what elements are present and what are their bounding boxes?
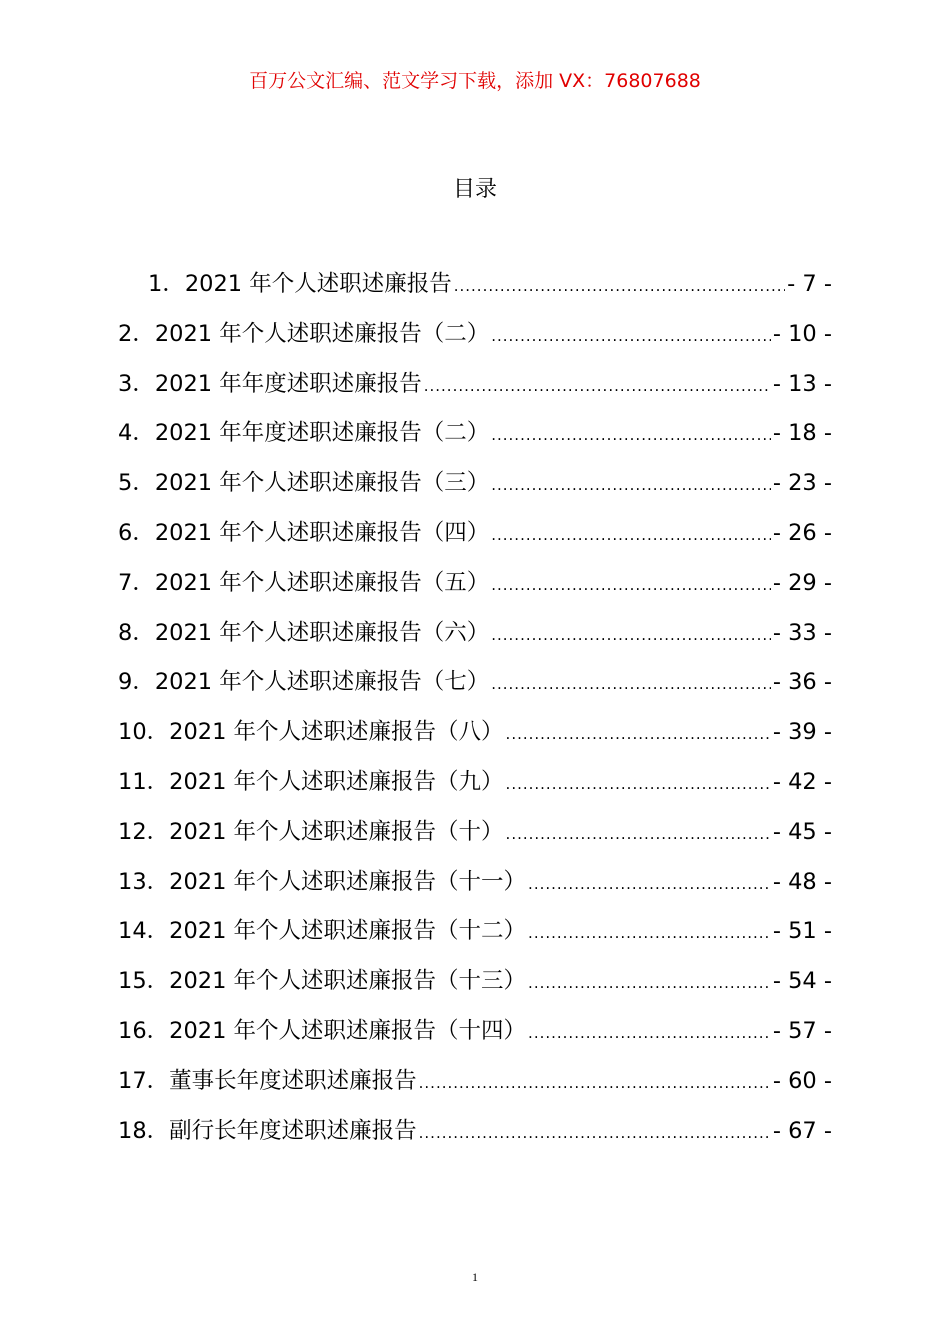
toc-entry-page: - 42 - <box>772 768 832 795</box>
toc-entry-title: 12．2021 年个人述职述廉报告（十） <box>118 818 504 845</box>
toc-entry[interactable] <box>118 316 832 366</box>
toc-entry[interactable] <box>118 266 832 316</box>
toc-entry[interactable] <box>118 415 832 465</box>
table-of-contents <box>118 266 832 1162</box>
toc-entry-page: - 36 - <box>772 669 832 696</box>
toc-leader-dots <box>419 1124 771 1142</box>
toc-entry-title: 3．2021 年年度述职述廉报告 <box>118 370 422 397</box>
toc-entry[interactable] <box>118 1063 832 1113</box>
toc-entry-title: 2．2021 年个人述职述廉报告（二） <box>118 320 490 347</box>
toc-entry-title: 11．2021 年个人述职述廉报告（九） <box>118 768 504 795</box>
toc-entry-page: - 13 - <box>772 370 832 397</box>
page-number: 1 <box>472 1270 478 1284</box>
toc-entry-page: - 7 - <box>787 271 832 297</box>
toc-entry-title: 15．2021 年个人述职述廉报告（十三） <box>118 968 527 995</box>
toc-leader-dots <box>454 277 785 295</box>
toc-entry[interactable] <box>118 764 832 814</box>
toc-entry-title: 18．副行长年度述职述廉报告 <box>118 1117 417 1144</box>
toc-entry[interactable] <box>118 664 832 714</box>
toc-leader-dots <box>528 1024 771 1042</box>
toc-entry[interactable] <box>118 1013 832 1063</box>
toc-entry-title: 9．2021 年个人述职述廉报告（七） <box>118 669 490 696</box>
toc-entry-page: - 18 - <box>772 420 832 447</box>
toc-entry[interactable] <box>118 864 832 914</box>
toc-entry[interactable] <box>118 1113 832 1163</box>
toc-leader-dots <box>491 327 771 345</box>
toc-entry-page: - 33 - <box>772 619 832 646</box>
header-watermark-text: 百万公文汇编、范文学习下载，添加 VX：76807688 <box>249 70 701 92</box>
toc-entry-title: 4．2021 年年度述职述廉报告（二） <box>118 420 490 447</box>
toc-entry-page: - 67 - <box>772 1117 832 1144</box>
toc-leader-dots <box>491 576 771 594</box>
toc-entry-title: 5．2021 年个人述职述廉报告（三） <box>118 470 490 497</box>
toc-entry-page: - 26 - <box>772 519 832 546</box>
toc-entry[interactable] <box>118 565 832 615</box>
toc-entry-title: 16．2021 年个人述职述廉报告（十四） <box>118 1017 527 1044</box>
toc-leader-dots <box>419 1074 771 1092</box>
toc-entry[interactable] <box>118 714 832 764</box>
toc-entry[interactable] <box>118 515 832 565</box>
toc-leader-dots <box>491 426 771 444</box>
toc-leader-dots <box>528 974 771 992</box>
toc-leader-dots <box>528 875 771 893</box>
toc-entry[interactable] <box>118 814 832 864</box>
toc-entry-title: 8．2021 年个人述职述廉报告（六） <box>118 619 490 646</box>
toc-entry[interactable] <box>118 465 832 515</box>
toc-entry-page: - 51 - <box>772 918 832 945</box>
toc-entry-title: 13．2021 年个人述职述廉报告（十一） <box>118 868 527 895</box>
toc-entry-page: - 39 - <box>772 719 832 746</box>
toc-leader-dots <box>506 775 771 793</box>
toc-entry-page: - 60 - <box>772 1067 832 1094</box>
toc-entry[interactable] <box>118 366 832 416</box>
toc-entry-page: - 10 - <box>772 320 832 347</box>
toc-entry-page: - 57 - <box>772 1017 832 1044</box>
toc-leader-dots <box>506 825 771 843</box>
toc-entry-page: - 45 - <box>772 818 832 845</box>
toc-entry-title: 1．2021 年个人述职述廉报告 <box>148 271 452 297</box>
toc-leader-dots <box>491 675 771 693</box>
toc-entry-page: - 23 - <box>772 470 832 497</box>
toc-entry-page: - 48 - <box>772 868 832 895</box>
page-title: 目录 <box>452 177 497 202</box>
toc-entry[interactable] <box>118 963 832 1013</box>
toc-entry[interactable] <box>118 913 832 963</box>
toc-entry-title: 14．2021 年个人述职述廉报告（十二） <box>118 918 527 945</box>
toc-entry-page: - 29 - <box>772 569 832 596</box>
toc-leader-dots <box>491 476 771 494</box>
toc-entry-title: 7．2021 年个人述职述廉报告（五） <box>118 569 490 596</box>
toc-entry-title: 17．董事长年度述职述廉报告 <box>118 1067 417 1094</box>
toc-entry[interactable] <box>118 615 832 665</box>
toc-leader-dots <box>491 626 771 644</box>
toc-leader-dots <box>528 924 771 942</box>
toc-entry-title: 6．2021 年个人述职述廉报告（四） <box>118 519 490 546</box>
toc-leader-dots <box>506 725 771 743</box>
toc-leader-dots <box>424 377 771 395</box>
toc-leader-dots <box>491 526 771 544</box>
toc-entry-title: 10．2021 年个人述职述廉报告（八） <box>118 719 504 746</box>
toc-entry-page: - 54 - <box>772 968 832 995</box>
